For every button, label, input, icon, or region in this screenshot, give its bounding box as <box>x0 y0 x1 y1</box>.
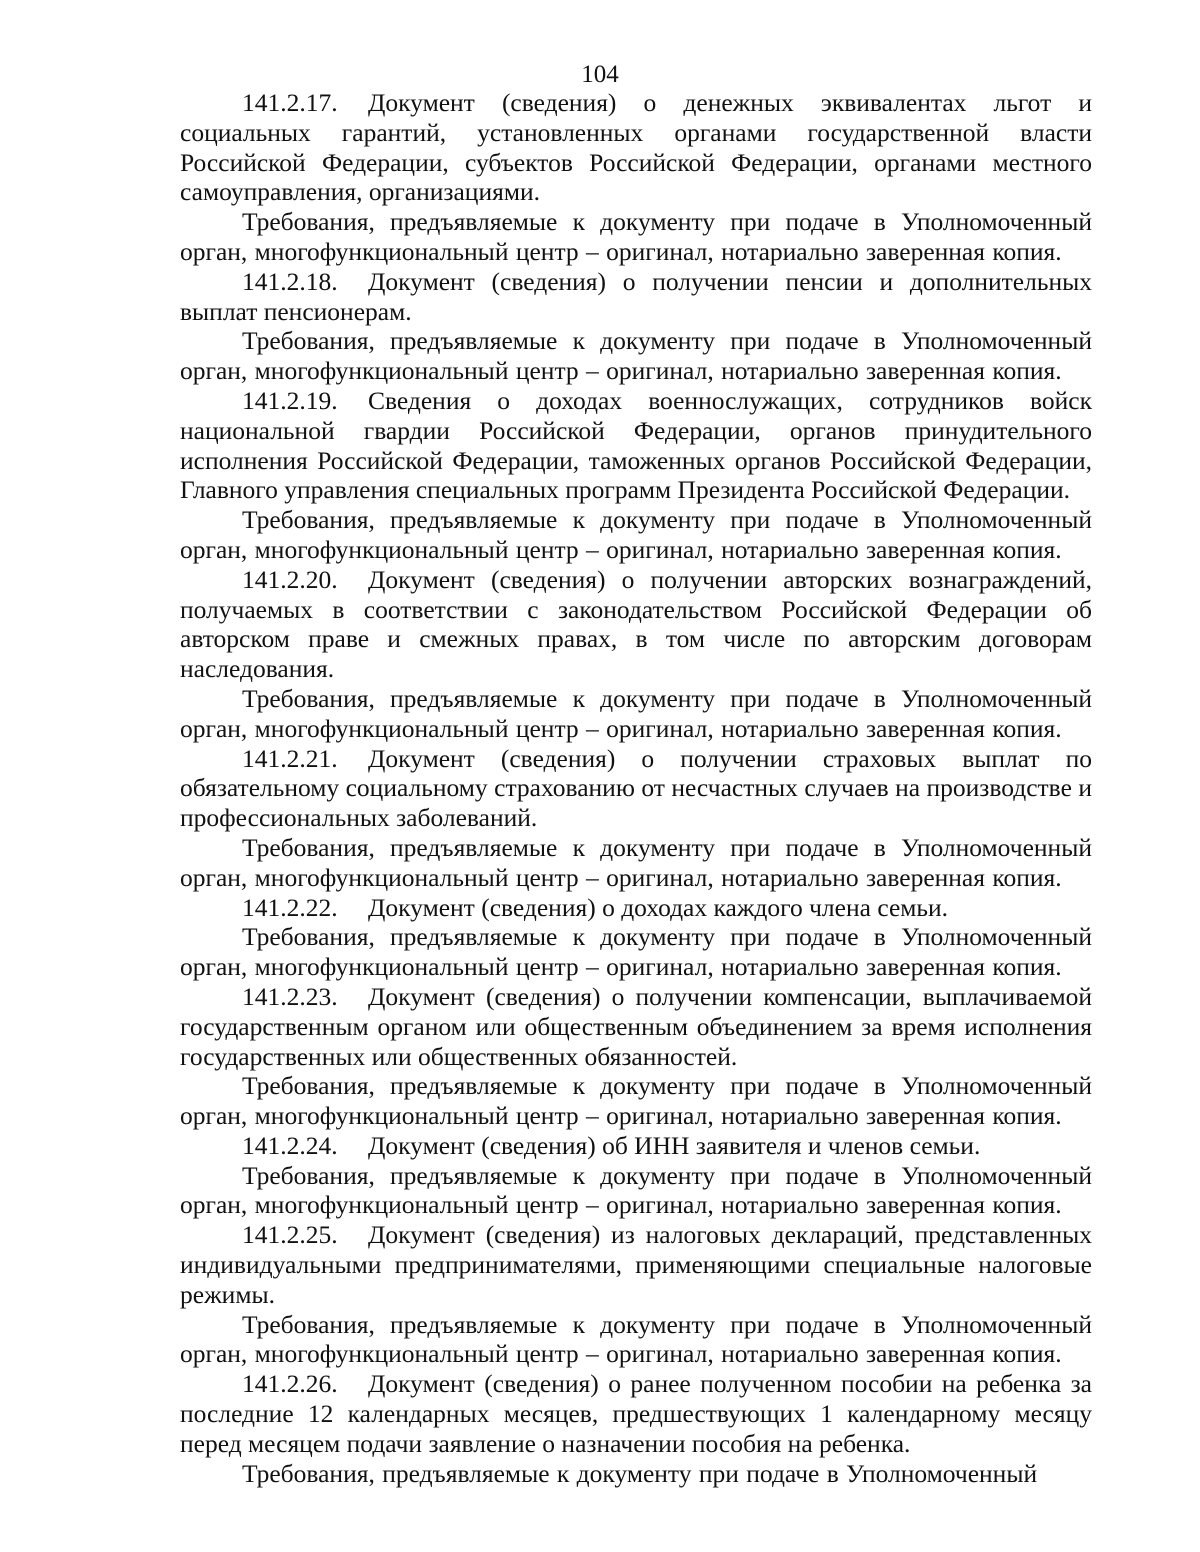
section-number: 141.2.26. <box>242 1369 338 1399</box>
requirements-paragraph: Требования, предъявляемые к документу при подаче в Уполномоченный орган, многофункциональный центр – оригинал, нотариально заверенная копия. <box>180 922 1092 982</box>
section-text: Сведения о доходах военнослужащих, сотрудников войск национальной гвардии Российской Федерации, органов принудительного исполнения Российской Федерации, таможенных органов Российской Федерации, Главного управления специальных программ Президента Российской Федерации. <box>180 385 1092 505</box>
section-text: Документ (сведения) о доходах каждого члена семьи. <box>368 892 949 922</box>
requirements-paragraph: Требования, предъявляемые к документу при подаче в Уполномоченный орган, многофункциональный центр – оригинал, нотариально заверенная копия. <box>180 1309 1092 1369</box>
section-item <box>180 267 1092 327</box>
section-number: 141.2.24. <box>242 1130 338 1160</box>
section-text: Документ (сведения) об ИНН заявителя и членов семьи. <box>368 1130 981 1160</box>
section-number: 141.2.17. <box>242 88 338 117</box>
section-item <box>180 1220 1092 1309</box>
requirements-paragraph: Требования, предъявляемые к документу при подаче в Уполномоченный орган, многофункциональный центр – оригинал, нотариально заверенная копия. <box>180 505 1092 564</box>
section-number: 141.2.22. <box>242 892 338 922</box>
section-text: Документ (сведения) о денежных эквивалентах льгот и социальных гарантий, установленных органами государственной власти Российской Федерации, субъектов Российской Федерации, органами местного самоуправления, организациями. <box>180 88 1092 207</box>
section-text: Документ (сведения) о получении авторских вознаграждений, получаемых в соответствии с законодательством Российской Федерации об авторском праве и смежных правах, в том числе по авторским договорам наследования. <box>180 564 1092 684</box>
section-number: 141.2.21. <box>242 743 338 773</box>
requirements-paragraph: Требования, предъявляемые к документу при подаче в Уполномоченный орган, многофункциональный центр – оригинал, нотариально заверенная копия. <box>180 1071 1092 1131</box>
requirements-paragraph: Требования, предъявляемые к документу при подаче в Уполномоченный орган, многофункциональный центр – оригинал, нотариально заверенная копия. <box>180 832 1092 892</box>
section-number: 141.2.23. <box>242 981 338 1011</box>
section-item <box>180 893 1092 923</box>
section-number: 141.2.18. <box>242 266 338 296</box>
section-text: Документ (сведения) из налоговых деклараций, представленных индивидуальными предпринимателями, применяющими специальные налоговые режимы. <box>180 1220 1092 1309</box>
section-text: Документ (сведения) о получении компенсации, выплачиваемой государственным органом или общественным объединением за время исполнения государственных или общественных обязанностей. <box>180 981 1092 1071</box>
requirements-paragraph: Требования, предъявляемые к документу при подаче в Уполномоченный орган, многофункциональный центр – оригинал, нотариально заверенная копия. <box>180 683 1092 743</box>
section-text: Документ (сведения) о получении страховых выплат по обязательному социальному страхованию от несчастных случаев на производстве и профессиональных заболеваний. <box>180 743 1092 833</box>
section-number: 141.2.19. <box>242 385 338 415</box>
section-number: 141.2.20. <box>242 564 338 594</box>
section-item <box>180 1131 1092 1161</box>
section-text: Документ (сведения) о ранее полученном пособии на ребенка за последние 12 календарных месяцев, предшествующих 1 календарному месяцу перед месяцем подачи заявление о назначении пособия на ребенка. <box>180 1369 1092 1458</box>
section-item <box>180 1369 1092 1458</box>
section-item <box>180 982 1092 1071</box>
requirements-paragraph: Требования, предъявляемые к документу при подаче в Уполномоченный орган, многофункциональный центр – оригинал, нотариально заверенная копия. <box>180 1160 1092 1220</box>
document-body <box>180 88 1092 1488</box>
page-number: 104 <box>581 61 619 88</box>
requirements-paragraph: Требования, предъявляемые к документу при подаче в Уполномоченный <box>242 1458 1038 1488</box>
requirements-paragraph: Требования, предъявляемые к документу при подаче в Уполномоченный орган, многофункциональный центр – оригинал, нотариально заверенная копия. <box>180 326 1092 386</box>
section-item <box>180 386 1092 505</box>
section-item <box>180 744 1092 833</box>
section-item <box>180 565 1092 684</box>
section-text: Документ (сведения) о получении пенсии и дополнительных выплат пенсионерам. <box>180 266 1092 326</box>
section-item <box>180 88 1092 207</box>
section-number: 141.2.25. <box>242 1220 338 1250</box>
requirements-paragraph: Требования, предъявляемые к документу при подаче в Уполномоченный орган, многофункциональный центр – оригинал, нотариально заверенная копия. <box>180 207 1092 266</box>
